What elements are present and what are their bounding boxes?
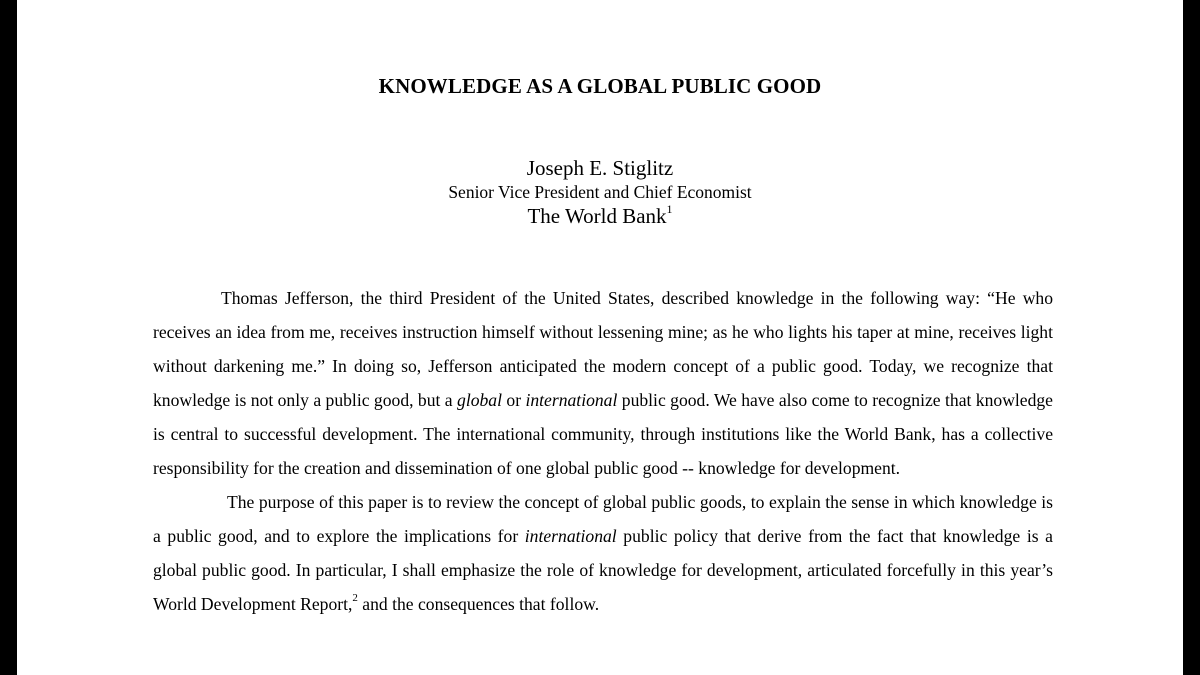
paragraph-text: The purpose of this paper is to review the concept of global public goods, to explain the sense in which knowledge is a public good, and to explore the implications for: [153, 492, 1053, 546]
paragraph-text: public policy that derive from the fact that knowledge is a global public good. In particular, I shall emphasize the role of knowledge for development, articulated forcefully in this year’s World Development Report,: [153, 526, 1053, 614]
italic-text: global: [457, 390, 502, 410]
paragraph-text: and the consequences that follow.: [357, 594, 600, 614]
footnote-mark-1[interactable]: 1: [666, 202, 673, 216]
paragraph-2: [153, 485, 1053, 621]
author-organization-text: The World Bank: [527, 204, 667, 228]
paragraph-text: public good. We have also come to recognize that knowledge is central to successful development. The international community, through institutions like the World Bank, has a collective responsibility for the creation and dissemination of one global public good -- knowledge for development.: [153, 390, 1053, 478]
italic-text: international: [525, 390, 618, 410]
author-name: Joseph E. Stiglitz: [526, 156, 674, 180]
author-role: Senior Vice President and Chief Economist: [448, 182, 752, 202]
paragraph-text: or: [502, 390, 526, 410]
paragraph-1: [153, 281, 1053, 485]
author-organization: [17, 204, 1183, 229]
paper-body: [153, 281, 1053, 621]
paper-title: KNOWLEDGE AS A GLOBAL PUBLIC GOOD: [378, 74, 822, 98]
italic-text: international: [524, 526, 617, 546]
paragraph-text: Thomas Jefferson, the third President of the United States, described knowledge in the following way: “He who receives an idea from me, receives instruction himself without lessening mine; as he who lights his taper at mine, receives light without darkening me.” In doing so, Jefferson anticipated the modern concept of a public good. Today, we recognize that knowledge is not only a public good, but a: [153, 288, 1053, 410]
document-page[interactable]: [17, 0, 1183, 675]
footnote-mark-2[interactable]: 2: [352, 592, 358, 605]
